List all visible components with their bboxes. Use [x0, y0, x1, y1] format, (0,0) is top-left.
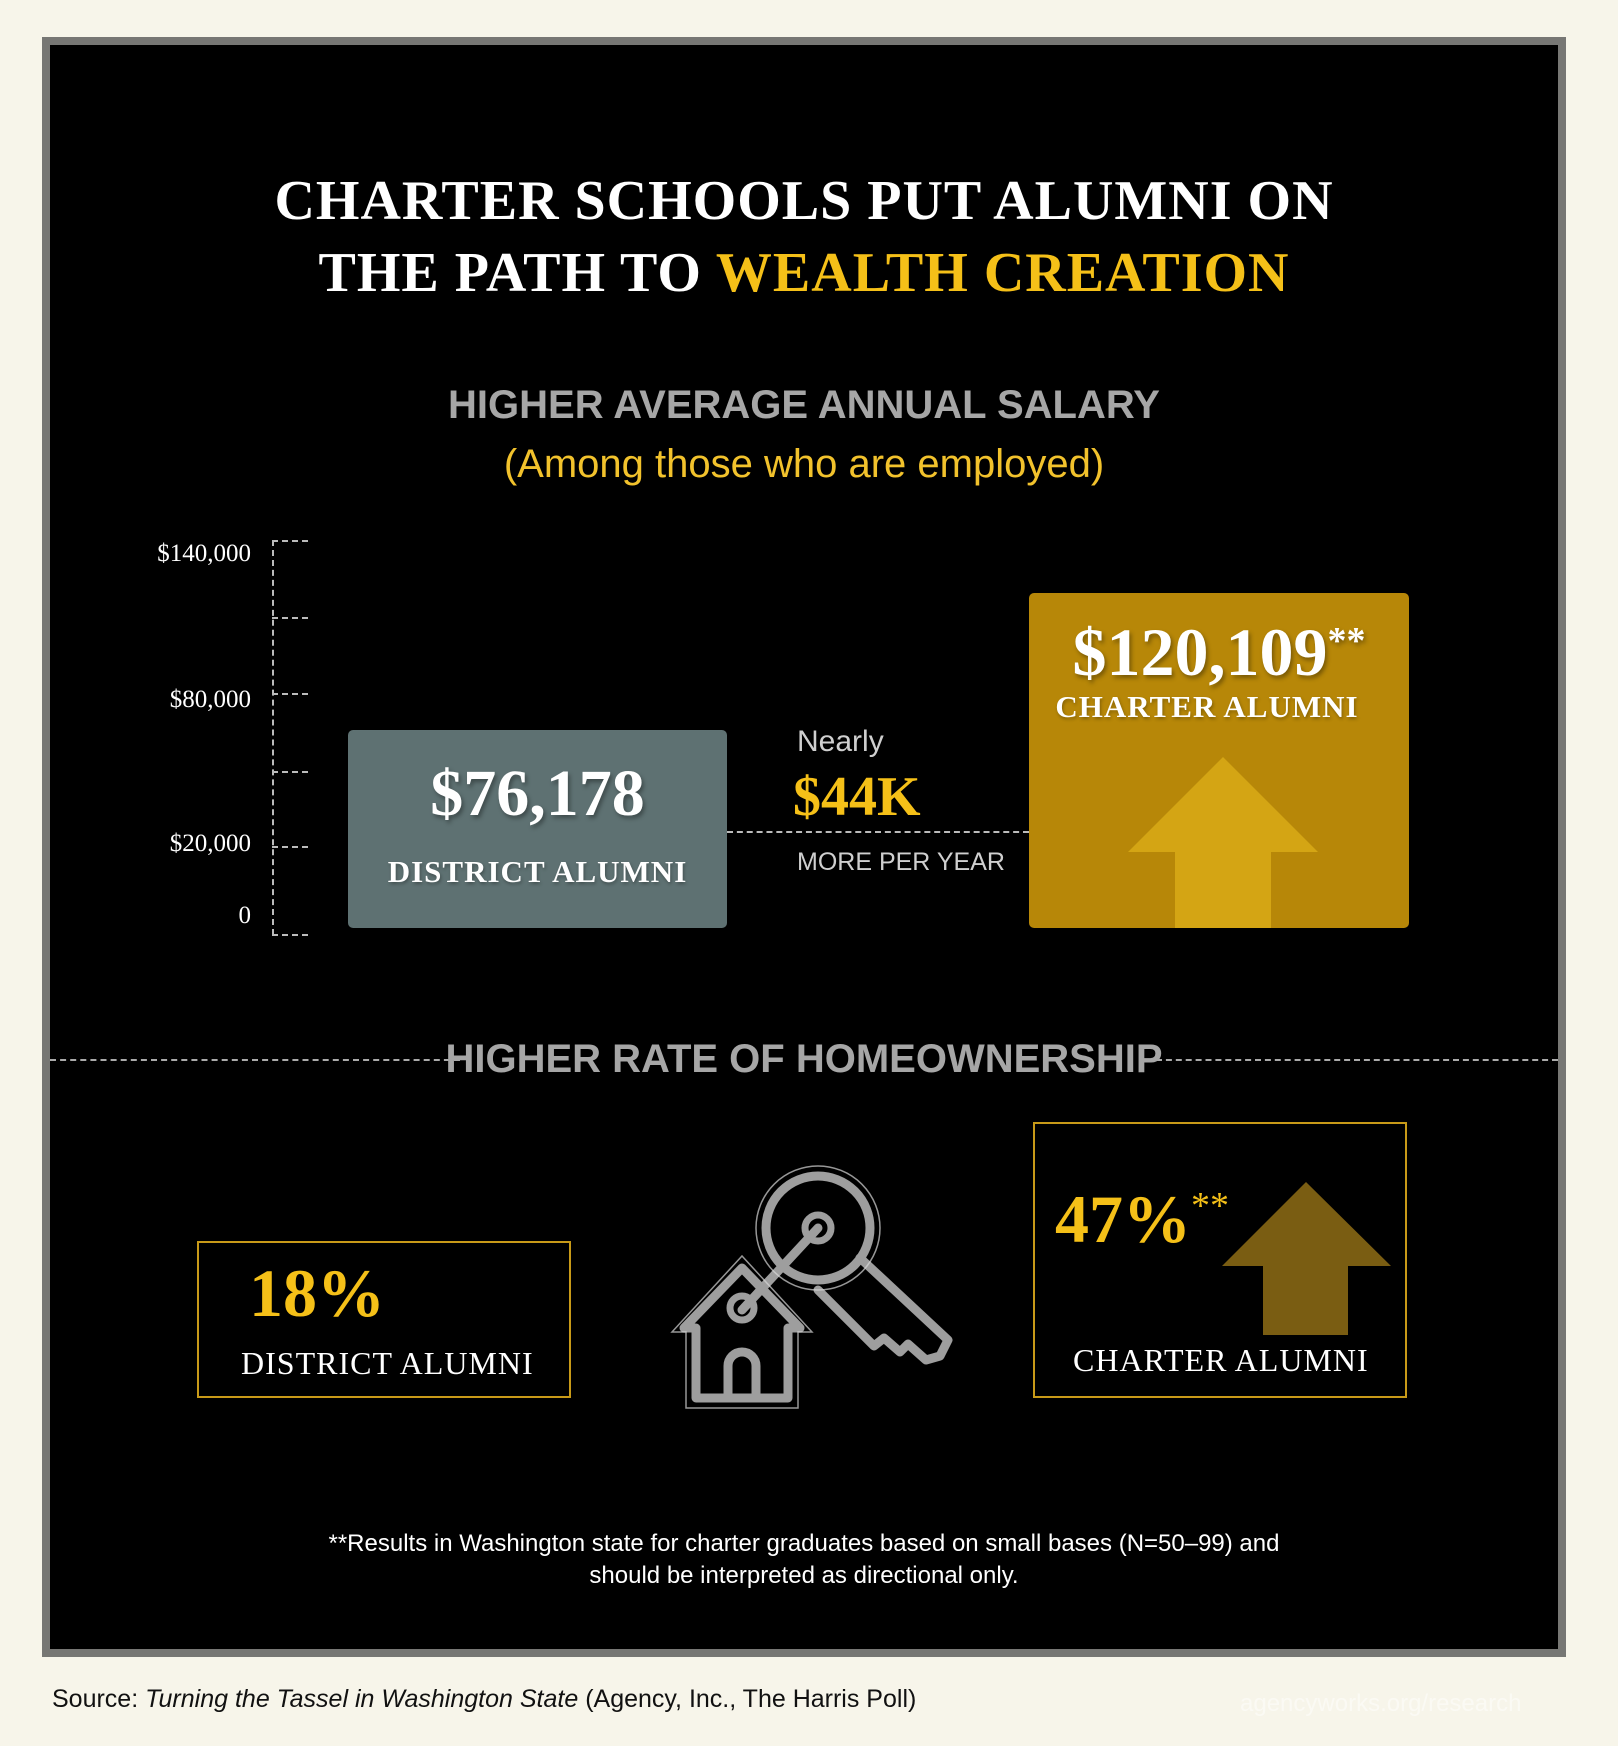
- charter-salary-value-wrap: [1029, 613, 1409, 692]
- difference-value: $44K: [793, 766, 921, 828]
- house-key-icon: [668, 1160, 968, 1410]
- y-tick: [272, 934, 308, 936]
- title-line-2: [50, 237, 1558, 309]
- y-label-140000: $140,000: [157, 540, 251, 567]
- charter-homeownership-value-wrap: [1055, 1166, 1229, 1259]
- source-prefix: Source:: [52, 1685, 146, 1713]
- footnote-line-2: should be interpreted as directional only.: [589, 1562, 1019, 1589]
- y-tick: [272, 617, 308, 619]
- district-salary-bar: [348, 730, 727, 928]
- district-homeownership-label: DISTRICT ALUMNI: [241, 1345, 534, 1381]
- source-title: Turning the Tassel in Washington State: [145, 1685, 579, 1713]
- difference-suffix: MORE PER YEAR: [797, 848, 1005, 876]
- title-gold-part: WEALTH CREATION: [715, 242, 1290, 304]
- district-salary-label: DISTRICT ALUMNI: [387, 854, 688, 889]
- salary-heading: HIGHER AVERAGE ANNUAL SALARY: [448, 383, 1160, 427]
- watermark-url: agencyworks.org/research: [1240, 1690, 1522, 1717]
- y-label-80000: $80,000: [169, 686, 251, 713]
- y-tick: [272, 693, 308, 695]
- charter-salary-bar: [1029, 593, 1409, 928]
- homeownership-heading: HIGHER RATE OF HOMEOWNERSHIP: [445, 1037, 1163, 1081]
- difference-prefix: Nearly: [797, 725, 884, 758]
- y-label-20000: $20,000: [169, 830, 251, 857]
- y-tick: [272, 540, 308, 542]
- charter-homeownership-value: 47%: [1055, 1181, 1191, 1257]
- y-label-0: 0: [238, 902, 251, 929]
- infographic-panel: [42, 37, 1566, 1657]
- charter-salary-value: $120,109: [1072, 614, 1328, 690]
- source-suffix: (Agency, Inc., The Harris Poll): [578, 1685, 917, 1713]
- title-white-part: THE PATH TO: [318, 242, 716, 304]
- charter-homeownership-asterisks: **: [1191, 1185, 1229, 1227]
- charter-homeownership-label: CHARTER ALUMNI: [1073, 1342, 1369, 1378]
- footnote-line-1: **Results in Washington state for charter graduates based on small bases (N=50–99) and: [328, 1530, 1280, 1557]
- difference-connector-line: [727, 831, 1029, 833]
- district-homeownership-value: 18%: [249, 1255, 385, 1331]
- title-line-1: CHARTER SCHOOLS PUT ALUMNI ON: [274, 170, 1334, 232]
- charter-homeownership-box: [1033, 1122, 1407, 1398]
- charter-salary-label: CHARTER ALUMNI: [1055, 689, 1359, 724]
- district-salary-value: $76,178: [430, 757, 645, 830]
- y-tick: [272, 846, 308, 848]
- district-homeownership-box: [197, 1241, 571, 1398]
- charter-salary-asterisks: **: [1327, 620, 1366, 662]
- source-citation: [52, 1685, 916, 1714]
- salary-subheading: (Among those who are employed): [503, 442, 1105, 486]
- y-axis-line: [272, 540, 274, 935]
- y-tick: [272, 771, 308, 773]
